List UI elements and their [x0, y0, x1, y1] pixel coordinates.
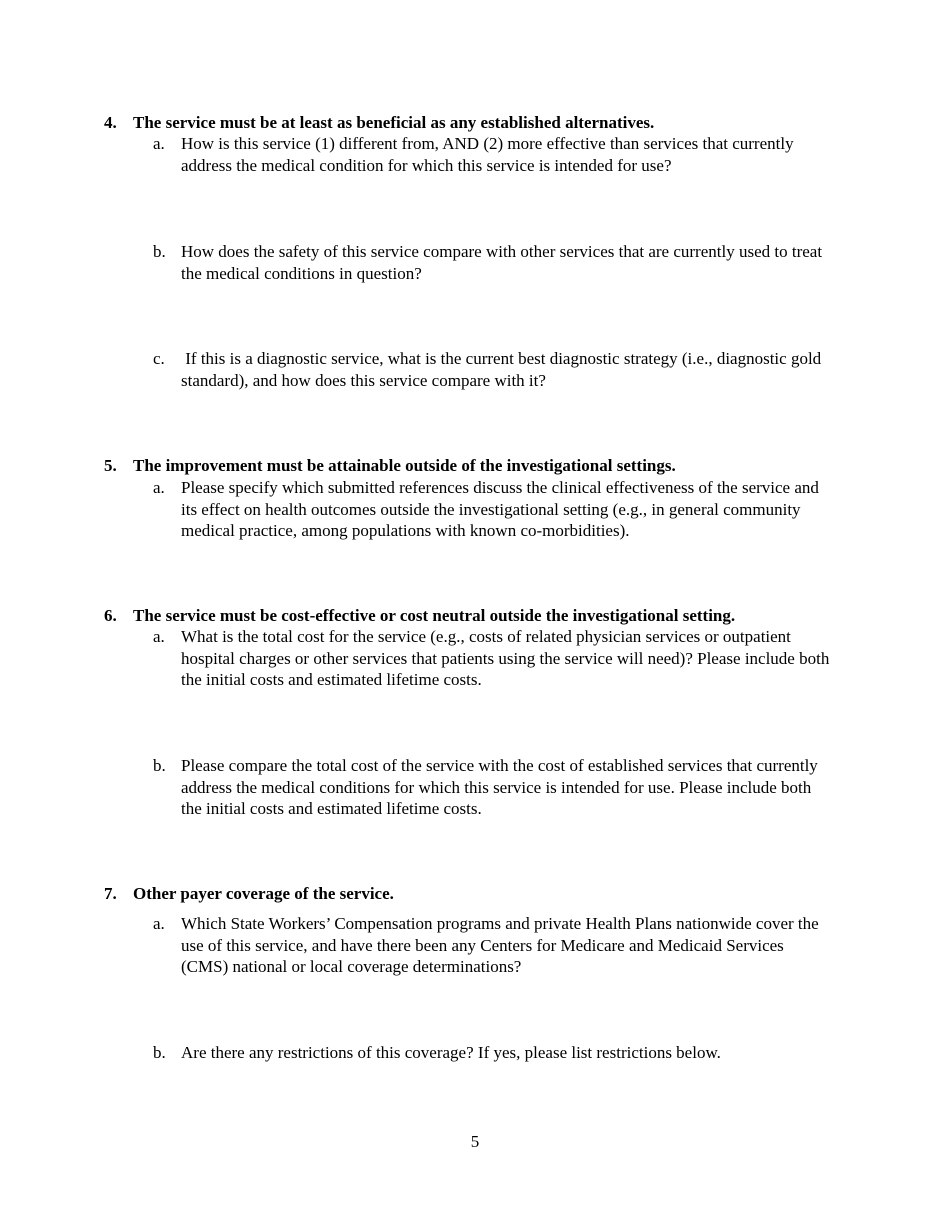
section-7-item-a	[153, 913, 833, 978]
section-heading-text: The service must be cost-effective or cost neutral outside the investigational setting.	[133, 606, 736, 625]
section-number: 6.	[104, 606, 117, 625]
item-letter: b.	[153, 756, 166, 775]
section-6-item-b	[153, 755, 833, 820]
item-letter: c.	[153, 349, 165, 368]
item-text: Please compare the total cost of the service with the cost of established services that currently address the medical conditions for which this service is intended for use. Please include both the initial costs and estimated lifetime costs.	[181, 756, 818, 818]
item-text: If this is a diagnostic service, what is the current best diagnostic strategy (i.e., diagnostic gold standard), and how does this service compare with it?	[181, 349, 826, 390]
item-letter: a.	[153, 134, 165, 153]
section-5-item-a	[153, 477, 833, 542]
section-number: 5.	[104, 456, 117, 475]
item-text: Are there any restrictions of this coverage? If yes, please list restrictions below.	[181, 1043, 721, 1062]
item-text: How is this service (1) different from, AND (2) more effective than services that currently address the medical condition for which this service is intended for use?	[181, 134, 794, 175]
section-heading-text: The service must be at least as beneficial as any established alternatives.	[133, 113, 655, 132]
section-7-heading	[104, 883, 844, 905]
item-text: Which State Workers’ Compensation programs and private Health Plans nationwide cover the use of this service, and have there been any Centers for Medicare and Medicaid Services (CMS) national or local coverage determinations?	[181, 914, 819, 976]
section-4-item-a	[153, 133, 833, 176]
item-letter: b.	[153, 1043, 166, 1062]
section-6-item-a	[153, 626, 833, 691]
section-number: 7.	[104, 884, 117, 903]
section-4-item-b	[153, 241, 833, 284]
section-number: 4.	[104, 113, 117, 132]
section-4-item-c	[153, 348, 833, 391]
item-letter: a.	[153, 914, 165, 933]
page-number: 5	[470, 1132, 480, 1151]
section-4-heading	[104, 112, 844, 134]
item-text: Please specify which submitted references discuss the clinical effectiveness of the service and its effect on health outcomes outside the investigational setting (e.g., in general community medical practice, among populations with known co-morbidities).	[181, 478, 819, 540]
item-letter: a.	[153, 627, 165, 646]
section-heading-text: Other payer coverage of the service.	[133, 884, 394, 903]
item-letter: b.	[153, 242, 166, 261]
section-7-item-b	[153, 1042, 833, 1064]
section-5-heading	[104, 455, 844, 477]
item-text: How does the safety of this service compare with other services that are currently used to treat the medical conditions in question?	[181, 242, 823, 283]
item-text: What is the total cost for the service (e.g., costs of related physician services or outpatient hospital charges or other services that patients using the service will need)? Please include both the initial costs and estimated lifetime costs.	[181, 627, 830, 689]
section-heading-text: The improvement must be attainable outside of the investigational settings.	[133, 456, 676, 475]
section-6-heading	[104, 605, 844, 627]
item-letter: a.	[153, 478, 165, 497]
